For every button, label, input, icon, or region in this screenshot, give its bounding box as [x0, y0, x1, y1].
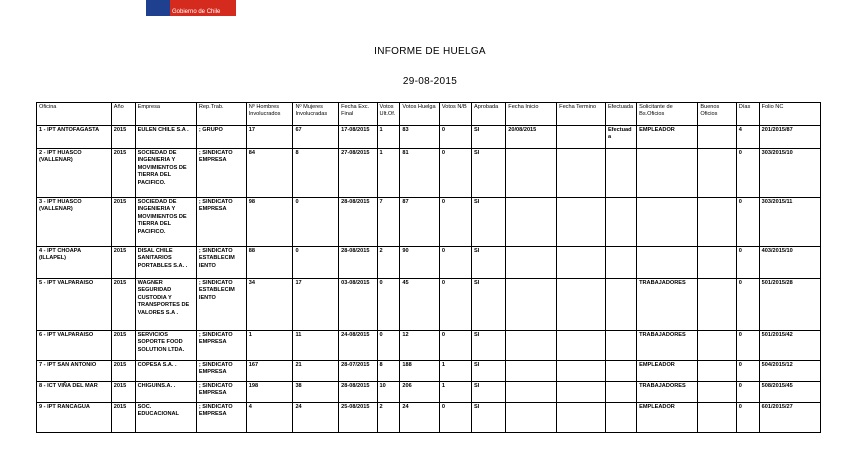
col-fecha-inicio: Fecha Inicio [506, 103, 557, 126]
cell-aprobada: SI [472, 403, 506, 433]
cell-hombres: 98 [246, 198, 293, 247]
cell-folio: 504/2015/12 [759, 361, 820, 382]
cell-fecha-exc: 27-08/2015 [339, 149, 377, 198]
report-date: 29-08-2015 [402, 76, 458, 87]
cell-rep-trab: ; SINDICATO EMPRESA [196, 403, 246, 433]
cell-votos-nb: 0 [439, 247, 471, 279]
cell-oficina: 8 - ICT VIÑA DEL MAR [37, 382, 112, 403]
cell-empresa: SOCIEDAD DE INGENIERIA Y MOVIMIENTOS DE TIERRA DEL PACIFICO. [135, 198, 196, 247]
table-row [37, 382, 821, 403]
cell-efectuada [605, 382, 636, 403]
cell-votos-ult: 7 [377, 198, 400, 247]
cell-votos-ult: 1 [377, 126, 400, 149]
table-row [37, 149, 821, 198]
gobierno-logo [146, 0, 236, 16]
cell-rep-trab: ; SINDICATO EMPRESA [196, 149, 246, 198]
cell-efectuada [605, 279, 636, 331]
cell-votos-nb: 0 [439, 403, 471, 433]
cell-oficina: 4 - IPT CHOAPA (ILLAPEL) [37, 247, 112, 279]
cell-buenos-oficios [698, 403, 736, 433]
cell-fecha-inicio [506, 149, 557, 198]
cell-mujeres: 67 [293, 126, 339, 149]
cell-dias: 0 [736, 198, 759, 247]
cell-aprobada: SI [472, 279, 506, 331]
cell-rep-trab: ; GRUPO [196, 126, 246, 149]
cell-votos-ult: 2 [377, 247, 400, 279]
cell-oficina: 5 - IPT VALPARAISO [37, 279, 112, 331]
cell-fecha-exc: 17-08/2015 [339, 126, 377, 149]
cell-hombres: 1 [246, 331, 293, 361]
cell-buenos-oficios [698, 382, 736, 403]
cell-solicitante: EMPLEADOR [637, 361, 698, 382]
cell-ano: 2015 [111, 382, 135, 403]
cell-efectuada [605, 361, 636, 382]
cell-fecha-exc: 28-08/2015 [339, 198, 377, 247]
cell-buenos-oficios [698, 198, 736, 247]
cell-dias: 0 [736, 331, 759, 361]
cell-fecha-exc: 24-08/2015 [339, 331, 377, 361]
cell-rep-trab: ; SINDICATO EMPRESA [196, 361, 246, 382]
cell-buenos-oficios [698, 331, 736, 361]
cell-solicitante [637, 247, 698, 279]
col-buenos-oficios: Buenos Oficios [698, 103, 736, 126]
cell-votos-ult: 1 [377, 149, 400, 198]
cell-empresa: SOC. EDUCACIONAL [135, 403, 196, 433]
table-row [37, 279, 821, 331]
cell-rep-trab: ; SINDICATO EMPRESA [196, 331, 246, 361]
cell-fecha-inicio [506, 403, 557, 433]
cell-buenos-oficios [698, 149, 736, 198]
cell-dias: 4 [736, 126, 759, 149]
col-oficina: Oficina [37, 103, 112, 126]
cell-ano: 2015 [111, 331, 135, 361]
cell-votos-huelga: 87 [400, 198, 439, 247]
cell-empresa: COPESA S.A. . [135, 361, 196, 382]
cell-buenos-oficios [698, 361, 736, 382]
logo-text: Gobierno de Chile [146, 8, 236, 16]
col-aprobada: Aprobada [472, 103, 506, 126]
cell-folio: 508/2015/45 [759, 382, 820, 403]
cell-votos-ult: 8 [377, 361, 400, 382]
cell-rep-trab: ; SINDICATO ESTABLECIM IENTO [196, 247, 246, 279]
cell-hombres: 17 [246, 126, 293, 149]
cell-folio: 501/2015/28 [759, 279, 820, 331]
cell-efectuada [605, 403, 636, 433]
col-hombres: Nº Hombres Involucrados [246, 103, 293, 126]
cell-fecha-termino [557, 382, 606, 403]
cell-hombres: 167 [246, 361, 293, 382]
cell-votos-huelga: 83 [400, 126, 439, 149]
table-row [37, 247, 821, 279]
flag-star-block [146, 8, 170, 16]
cell-efectuada [605, 198, 636, 247]
header-row [37, 103, 821, 126]
cell-oficina: 9 - IPT RANCAGUA [37, 403, 112, 433]
cell-fecha-inicio: 20/08/2015 [506, 126, 557, 149]
strike-report-table [36, 102, 821, 433]
cell-votos-nb: 1 [439, 361, 471, 382]
cell-ano: 2015 [111, 149, 135, 198]
cell-fecha-termino [557, 126, 606, 149]
cell-votos-huelga: 206 [400, 382, 439, 403]
cell-votos-nb: 0 [439, 126, 471, 149]
cell-oficina: 6 - IPT VALPARAISO [37, 331, 112, 361]
cell-efectuada [605, 149, 636, 198]
cell-hombres: 88 [246, 247, 293, 279]
cell-votos-ult: 0 [377, 279, 400, 331]
cell-votos-huelga: 12 [400, 331, 439, 361]
cell-oficina: 7 - IPT SAN ANTONIO [37, 361, 112, 382]
col-fecha-termino: Fecha Termino [557, 103, 606, 126]
col-votos-nb: Votos N/B [439, 103, 471, 126]
col-votos-ult: Votos Ult.Of. [377, 103, 400, 126]
col-votos-huelga: Votos Huelga [400, 103, 439, 126]
col-folio: Folio NC [759, 103, 820, 126]
cell-folio: 601/2015/27 [759, 403, 820, 433]
table-row [37, 403, 821, 433]
cell-dias: 0 [736, 279, 759, 331]
cell-solicitante [637, 198, 698, 247]
cell-dias: 0 [736, 247, 759, 279]
cell-fecha-inicio [506, 382, 557, 403]
cell-oficina: 2 - IPT HUASCO (VALLENAR) [37, 149, 112, 198]
cell-dias: 0 [736, 361, 759, 382]
cell-empresa: SOCIEDAD DE INGENIERIA Y MOVIMIENTOS DE TIERRA DEL PACIFICO. [135, 149, 196, 198]
cell-ano: 2015 [111, 361, 135, 382]
cell-fecha-termino [557, 149, 606, 198]
cell-fecha-termino [557, 331, 606, 361]
cell-aprobada: SI [472, 382, 506, 403]
cell-votos-nb: 0 [439, 149, 471, 198]
cell-mujeres: 8 [293, 149, 339, 198]
cell-dias: 0 [736, 382, 759, 403]
cell-hombres: 34 [246, 279, 293, 331]
cell-empresa: WAGNER SEGURIDAD CUSTODIA Y TRANSPORTES DE VALORES S.A . [135, 279, 196, 331]
cell-dias: 0 [736, 403, 759, 433]
cell-rep-trab: ; SINDICATO ESTABLECIM IENTO [196, 279, 246, 331]
cell-votos-ult: 10 [377, 382, 400, 403]
cell-mujeres: 24 [293, 403, 339, 433]
cell-folio: 403/2015/10 [759, 247, 820, 279]
cell-fecha-exc: 28-07/2015 [339, 361, 377, 382]
cell-mujeres: 38 [293, 382, 339, 403]
cell-mujeres: 0 [293, 247, 339, 279]
col-mujeres: Nº Mujeres Involucradas [293, 103, 339, 126]
table-row [37, 331, 821, 361]
cell-fecha-termino [557, 361, 606, 382]
col-fecha-exc: Fecha Exc. Final [339, 103, 377, 126]
cell-efectuada [605, 331, 636, 361]
cell-votos-nb: 0 [439, 279, 471, 331]
report-title: INFORME DE HUELGA [374, 46, 486, 57]
flag-red-block [170, 0, 236, 8]
table-row [37, 361, 821, 382]
cell-buenos-oficios [698, 126, 736, 149]
cell-votos-nb: 0 [439, 331, 471, 361]
cell-ano: 2015 [111, 403, 135, 433]
cell-aprobada: SI [472, 331, 506, 361]
cell-aprobada: SI [472, 149, 506, 198]
cell-ano: 2015 [111, 247, 135, 279]
cell-efectuada: Efectuada [605, 126, 636, 149]
cell-folio: 303/2015/10 [759, 149, 820, 198]
cell-ano: 2015 [111, 198, 135, 247]
cell-oficina: 1 - IPT ANTOFAGASTA [37, 126, 112, 149]
cell-solicitante: TRABAJADORES [637, 382, 698, 403]
cell-fecha-termino [557, 279, 606, 331]
col-solicitante: Solicitante de Bs.Oficios [637, 103, 698, 126]
cell-fecha-termino [557, 403, 606, 433]
cell-fecha-inicio [506, 247, 557, 279]
cell-solicitante: TRABAJADORES [637, 279, 698, 331]
cell-empresa: DISAL CHILE SANITARIOS PORTABLES S.A. . [135, 247, 196, 279]
cell-mujeres: 0 [293, 198, 339, 247]
cell-aprobada: SI [472, 198, 506, 247]
cell-aprobada: SI [472, 126, 506, 149]
table-row [37, 126, 821, 149]
cell-ano: 2015 [111, 279, 135, 331]
cell-buenos-oficios [698, 279, 736, 331]
cell-fecha-inicio [506, 279, 557, 331]
cell-aprobada: SI [472, 247, 506, 279]
cell-fecha-exc: 03-08/2015 [339, 279, 377, 331]
cell-fecha-inicio [506, 361, 557, 382]
col-efectuada: Efectuada [605, 103, 636, 126]
cell-votos-nb: 0 [439, 198, 471, 247]
flag-blue-block [146, 0, 170, 8]
cell-votos-huelga: 81 [400, 149, 439, 198]
cell-votos-nb: 1 [439, 382, 471, 403]
cell-votos-huelga: 24 [400, 403, 439, 433]
cell-fecha-termino [557, 247, 606, 279]
cell-fecha-termino [557, 198, 606, 247]
cell-folio: 303/2015/11 [759, 198, 820, 247]
cell-solicitante: EMPLEADOR [637, 403, 698, 433]
cell-efectuada [605, 247, 636, 279]
col-dias: Días [736, 103, 759, 126]
cell-solicitante: TRABAJADORES [637, 331, 698, 361]
cell-hombres: 4 [246, 403, 293, 433]
cell-votos-huelga: 45 [400, 279, 439, 331]
cell-hombres: 84 [246, 149, 293, 198]
cell-rep-trab: ; SINDICATO EMPRESA [196, 382, 246, 403]
cell-fecha-exc: 28-08/2015 [339, 247, 377, 279]
cell-rep-trab: ; SINDICATO EMPRESA [196, 198, 246, 247]
cell-mujeres: 17 [293, 279, 339, 331]
cell-votos-huelga: 90 [400, 247, 439, 279]
cell-dias: 0 [736, 149, 759, 198]
cell-empresa: SERVICIOS SOPORTE FOOD SOLUTION LTDA. [135, 331, 196, 361]
cell-solicitante: EMPLEADOR [637, 126, 698, 149]
cell-aprobada: SI [472, 361, 506, 382]
cell-oficina: 3 - IPT HUASCO (VALLENAR) [37, 198, 112, 247]
cell-mujeres: 21 [293, 361, 339, 382]
cell-empresa: CHIGUINS.A. . [135, 382, 196, 403]
cell-empresa: EULEN CHILE S.A . [135, 126, 196, 149]
cell-votos-ult: 2 [377, 403, 400, 433]
cell-votos-huelga: 188 [400, 361, 439, 382]
cell-fecha-inicio [506, 331, 557, 361]
cell-folio: 501/2015/42 [759, 331, 820, 361]
col-empresa: Empresa [135, 103, 196, 126]
cell-mujeres: 11 [293, 331, 339, 361]
cell-fecha-exc: 25-08/2015 [339, 403, 377, 433]
cell-folio: 201/2015/87 [759, 126, 820, 149]
cell-votos-ult: 0 [377, 331, 400, 361]
cell-buenos-oficios [698, 247, 736, 279]
cell-ano: 2015 [111, 126, 135, 149]
col-ano: Año [111, 103, 135, 126]
cell-hombres: 198 [246, 382, 293, 403]
table-row [37, 198, 821, 247]
cell-solicitante [637, 149, 698, 198]
col-rep-trab: Rep.Trab. [196, 103, 246, 126]
cell-fecha-inicio [506, 198, 557, 247]
cell-fecha-exc: 28-08/2015 [339, 382, 377, 403]
